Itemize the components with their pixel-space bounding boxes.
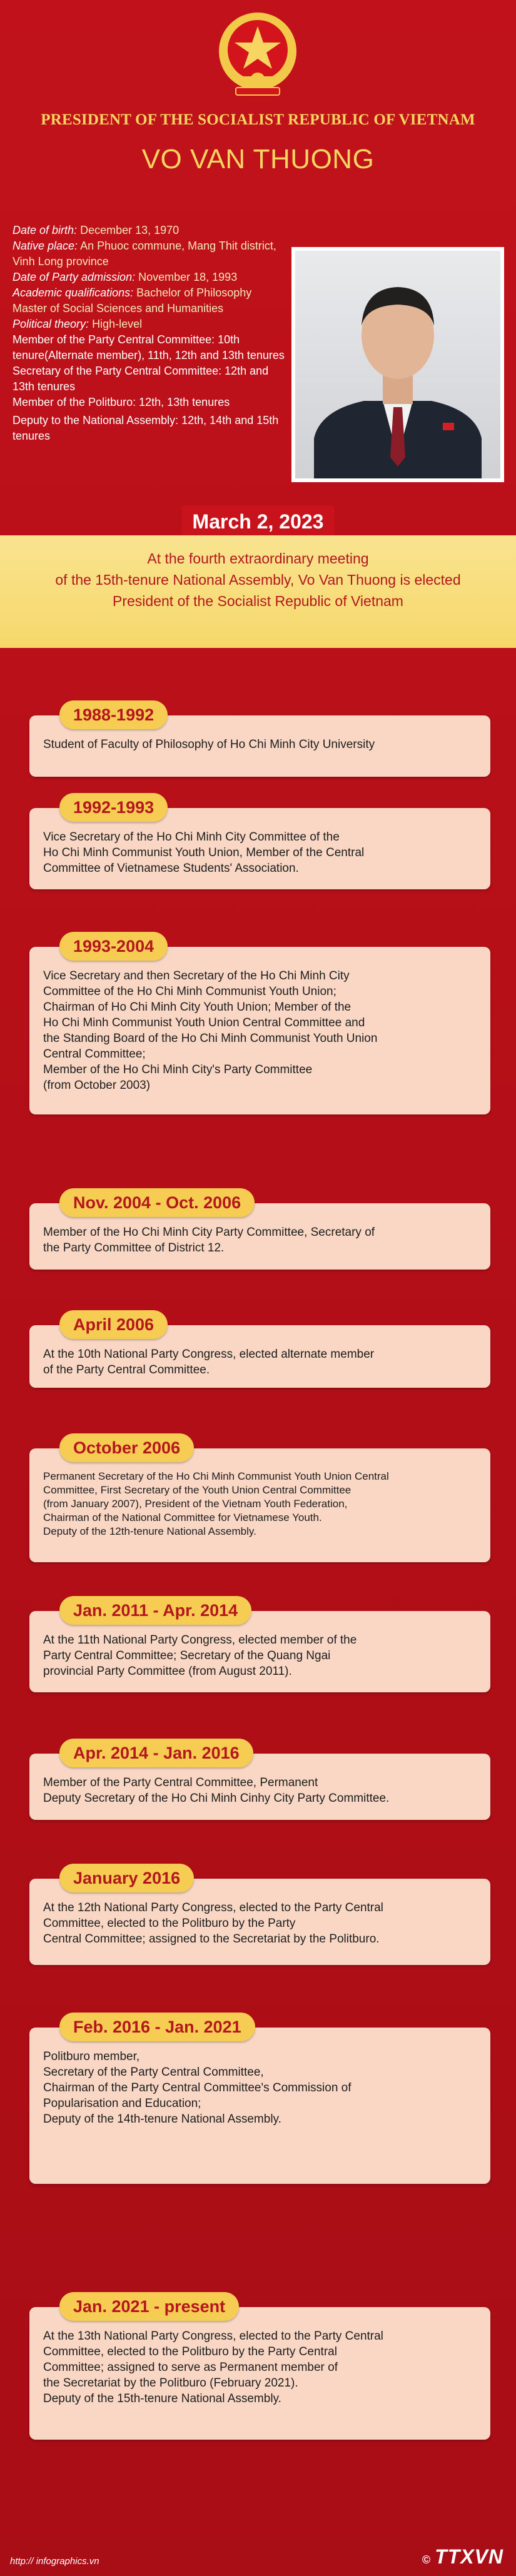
national-emblem-icon [211, 6, 305, 100]
cc-secretary: Secretary of the Party Central Committee: 12th and 13th tenures [13, 365, 269, 393]
footer-site-link[interactable]: http:// infographics.vn [10, 2556, 99, 2567]
portrait-frame [291, 247, 504, 482]
timeline-text: Member of the Party Central Committee, Permanent Deputy Secretary of the Ho Chi Minh Cinhy City Party Committee. [29, 1754, 490, 1820]
ttxvn-logo-text: TTXVN [435, 2545, 503, 2568]
politburo: Member of the Politburo: 12th, 13th tenures [13, 396, 230, 408]
timeline-period: 1988-1992 [59, 700, 168, 729]
ttxvn-logo [422, 2545, 503, 2568]
timeline-period: Jan. 2021 - present [59, 2292, 239, 2321]
timeline-text: Vice Secretary and then Secretary of the Ho Chi Minh City Committee of the Ho Chi Minh Communist Youth Union; Chairman of Ho Chi Minh City Youth Union; Member of the Ho Chi Minh Communist Youth Union Central Committee and the Standing Board of the Ho Chi Minh Communist Youth Union Central Committee; Member of the Ho Chi Minh City's Party Committee (from October 2003) [29, 947, 490, 1114]
dob-value: December 13, 1970 [80, 224, 180, 236]
timeline-text: Vice Secretary of the Ho Chi Minh City Committee of the Ho Chi Minh Communist Youth Union, Member of the Central Committee of Vietnamese Students' Association. [29, 808, 490, 889]
admission-label: Date of Party admission: [13, 271, 136, 283]
timeline-period: Nov. 2004 - Oct. 2006 [59, 1188, 255, 1217]
native-label: Native place: [13, 240, 78, 252]
theory-label: Political theory: [13, 318, 89, 330]
timeline-text: At the 11th National Party Congress, elected member of the Party Central Committee; Secretary of the Quang Ngai provincial Party Committee (from August 2011). [29, 1611, 490, 1692]
timeline-text: Permanent Secretary of the Ho Chi Minh Communist Youth Union Central Committee, First Secretary of the Youth Union Central Committee (from January 2007), President of the Vietnam Youth Federation, Chairman of the National Committee for Vietnamese Youth. Deputy of the 12th-tenure National Assembly. [29, 1448, 490, 1562]
timeline-period: Feb. 2016 - Jan. 2021 [59, 2013, 255, 2041]
native-value: An Phuoc commune, Mang Thit district, Vinh Long province [13, 240, 276, 268]
announcement-line-2: of the 15th-tenure National Assembly, Vo Van Thuong is elected [55, 572, 461, 588]
timeline-period: 1993-2004 [59, 932, 168, 961]
academic-value-2: Master of Social Sciences and Humanities [13, 302, 224, 315]
cc-member: Member of the Party Central Committee: 10th tenure(Alternate member), 11th, 12th and 13th tenures [13, 333, 285, 361]
timeline-period: Apr. 2014 - Jan. 2016 [59, 1739, 253, 1767]
portrait-icon [295, 251, 500, 478]
announcement-box [0, 535, 516, 648]
timeline-period: 1992-1993 [59, 793, 168, 822]
bio-section [13, 223, 288, 444]
announcement-line-3: President of the Socialist Republic of Vietnam [113, 593, 403, 609]
person-name: VO VAN THUONG [141, 144, 375, 174]
announcement-line-1: At the fourth extraordinary meeting [147, 550, 369, 567]
academic-label: Academic qualifications: [13, 286, 134, 299]
admission-value: November 18, 1993 [138, 271, 238, 283]
copyright-symbol: © [422, 2553, 432, 2566]
portrait-photo [295, 251, 500, 478]
timeline-period: April 2006 [59, 1310, 168, 1339]
theory-value: High-level [92, 318, 143, 330]
timeline-text: At the 10th National Party Congress, elected alternate member of the Party Central Committee. [29, 1325, 490, 1388]
timeline-text: Politburo member, Secretary of the Party Central Committee, Chairman of the Party Central Committee's Commission of Popularisation and Education; Deputy of the 14th-tenure National Assembly. [29, 2028, 490, 2184]
page-title: PRESIDENT OF THE SOCIALIST REPUBLIC OF VIETNAM [41, 111, 475, 128]
timeline-period: Jan. 2011 - Apr. 2014 [59, 1596, 251, 1625]
announcement-date: March 2, 2023 [181, 505, 335, 538]
dob-label: Date of birth: [13, 224, 78, 236]
timeline-text: At the 12th National Party Congress, elected to the Party Central Committee, elected to the Politburo by the Party Central Committee; assigned to the Secretariat by the Politburo. [29, 1879, 490, 1965]
deputy: Deputy to the National Assembly: 12th, 14th and 15th tenures [13, 414, 279, 442]
timeline-text: Member of the Ho Chi Minh City Party Committee, Secretary of the Party Committee of District 12. [29, 1203, 490, 1270]
timeline-period: October 2006 [59, 1433, 194, 1462]
timeline-period: January 2016 [59, 1864, 194, 1892]
timeline-text: Student of Faculty of Philosophy of Ho Chi Minh City University [29, 715, 490, 777]
timeline-text: At the 13th National Party Congress, elected to the Party Central Committee, elected to the Politburo by the Party Central Committee; assigned to serve as Permanent member of the Secretariat by the Politburo (February 2021). Deputy of the 15th-tenure National Assembly. [29, 2307, 490, 2440]
academic-value: Bachelor of Philosophy [136, 286, 252, 299]
